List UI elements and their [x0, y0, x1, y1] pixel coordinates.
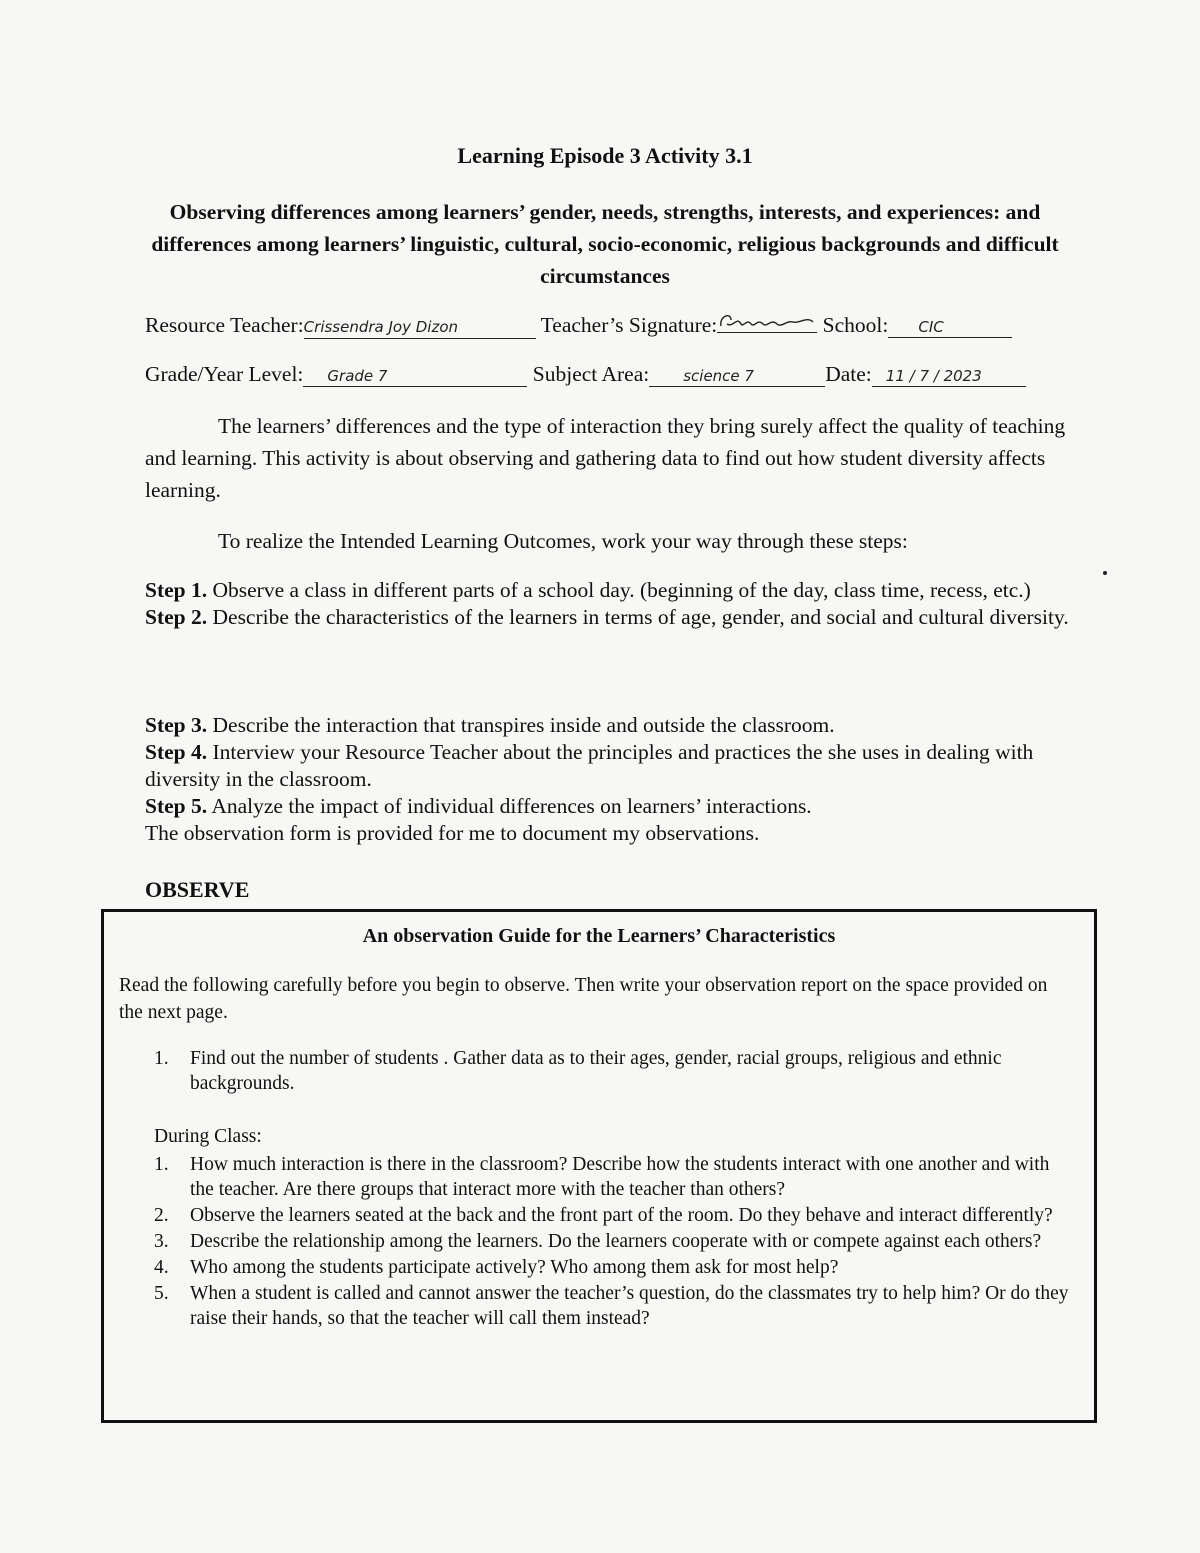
grade-level-field[interactable]: Grade 7 — [303, 365, 527, 387]
list-item — [154, 1152, 1074, 1202]
list-item — [154, 1046, 1074, 1096]
list-item — [154, 1281, 1074, 1331]
step-text: Analyze the impact of individual differences on learners’ interactions. — [207, 794, 812, 818]
subject-area-label: Subject Area: — [532, 362, 650, 386]
step-lead: Step 4. — [145, 740, 208, 764]
guide-title: An observation Guide for the Learners’ Characteristics — [362, 925, 836, 947]
step-text: Describe the interaction that transpires inside and outside the classroom. — [207, 713, 835, 737]
list-text: Describe the relationship among the learners. Do the learners cooperate with or compete against each others? — [190, 1231, 1042, 1252]
step-lead: Step 3. — [145, 713, 208, 737]
steps-list-part-2 — [145, 712, 1070, 847]
resource-teacher-field[interactable]: Crissendra Joy Dizon — [304, 316, 536, 339]
list-text: Who among the students participate actively? Who among them ask for most help? — [190, 1257, 839, 1278]
list-number: 1. — [154, 1154, 169, 1175]
steps-intro: To realize the Intended Learning Outcomes, work your way through these steps: — [218, 529, 908, 553]
steps-list-part-1 — [145, 577, 1070, 631]
step-item — [145, 739, 1070, 793]
step-item — [145, 604, 1070, 631]
list-item — [154, 1255, 1074, 1280]
page-subtitle: Observing differences among learners’ gender, needs, strengths, interests, and experiences: and differences among learners’ linguistic, cultural, socio-economic, religious backgrounds and difficult circumstances — [151, 200, 1059, 288]
observe-heading: OBSERVE — [145, 877, 250, 902]
step-lead: Step 2. — [145, 605, 208, 629]
step-lead: Step 1. — [145, 578, 208, 602]
list-number: 2. — [154, 1205, 169, 1226]
list-text: Observe the learners seated at the back and the front part of the room. Do they behave and interact differently? — [190, 1205, 1053, 1226]
list-text: Find out the number of students . Gather data as to their ages, gender, racial groups, religious and ethnic backgrounds. — [190, 1048, 1002, 1094]
step-item — [145, 577, 1070, 604]
list-text: How much interaction is there in the classroom? Describe how the students interact with one another and with the teacher. Are there groups that interact more with the teacher than others? — [190, 1154, 1050, 1200]
teacher-signature-field[interactable] — [717, 310, 817, 333]
teacher-signature-label: Teacher’s Signature: — [540, 313, 718, 337]
date-label: Date: — [825, 362, 872, 386]
list-number: 5. — [154, 1283, 169, 1304]
grade-level-label: Grade/Year Level: — [145, 362, 304, 386]
school-field[interactable]: CIC — [888, 316, 1012, 338]
list-text: When a student is called and cannot answer the teacher’s question, do the classmates try to help him? Or do they raise their hands, so that the teacher will call them instead? — [190, 1283, 1069, 1329]
step-text: Describe the characteristics of the learners in terms of age, gender, and social and cultural diversity. — [207, 605, 1069, 629]
teacher-info-row — [145, 310, 1060, 339]
stray-dot — [1103, 571, 1107, 575]
step-text: Observe a class in different parts of a school day. (beginning of the day, class time, recess, etc.) — [207, 578, 1031, 602]
list-number: 4. — [154, 1257, 169, 1278]
guide-list-before — [154, 1046, 1074, 1097]
list-item — [154, 1229, 1074, 1254]
during-class-label: During Class: — [154, 1126, 262, 1147]
guide-intro: Read the following carefully before you begin to observe. Then write your observation report on the space provided on the next page. — [119, 975, 1048, 1023]
date-field[interactable]: 11 / 7 / 2023 — [872, 365, 1026, 387]
signature-icon — [717, 310, 817, 332]
class-info-row — [145, 362, 1060, 387]
resource-teacher-label: Resource Teacher: — [145, 313, 304, 337]
subject-area-field[interactable]: science 7 — [649, 365, 825, 387]
step-item — [145, 793, 1070, 820]
list-item — [154, 1203, 1074, 1228]
intro-paragraph: The learners’ differences and the type of interaction they bring surely affect the quality of teaching and learning. This activity is about observing and gathering data to find out how student diversity affects learning. — [145, 414, 1066, 502]
list-number: 1. — [154, 1048, 169, 1069]
step-item — [145, 712, 1070, 739]
school-label: School: — [822, 313, 889, 337]
observation-guide-box — [101, 909, 1097, 1423]
list-number: 3. — [154, 1231, 169, 1252]
step-lead: Step 5. — [145, 794, 208, 818]
page-title: Learning Episode 3 Activity 3.1 — [457, 143, 753, 168]
step-text: Interview your Resource Teacher about the principles and practices the she uses in dealing with diversity in the classroom. — [145, 740, 1034, 791]
guide-list-during — [154, 1152, 1074, 1332]
form-note: The observation form is provided for me to document my observations. — [145, 821, 760, 845]
